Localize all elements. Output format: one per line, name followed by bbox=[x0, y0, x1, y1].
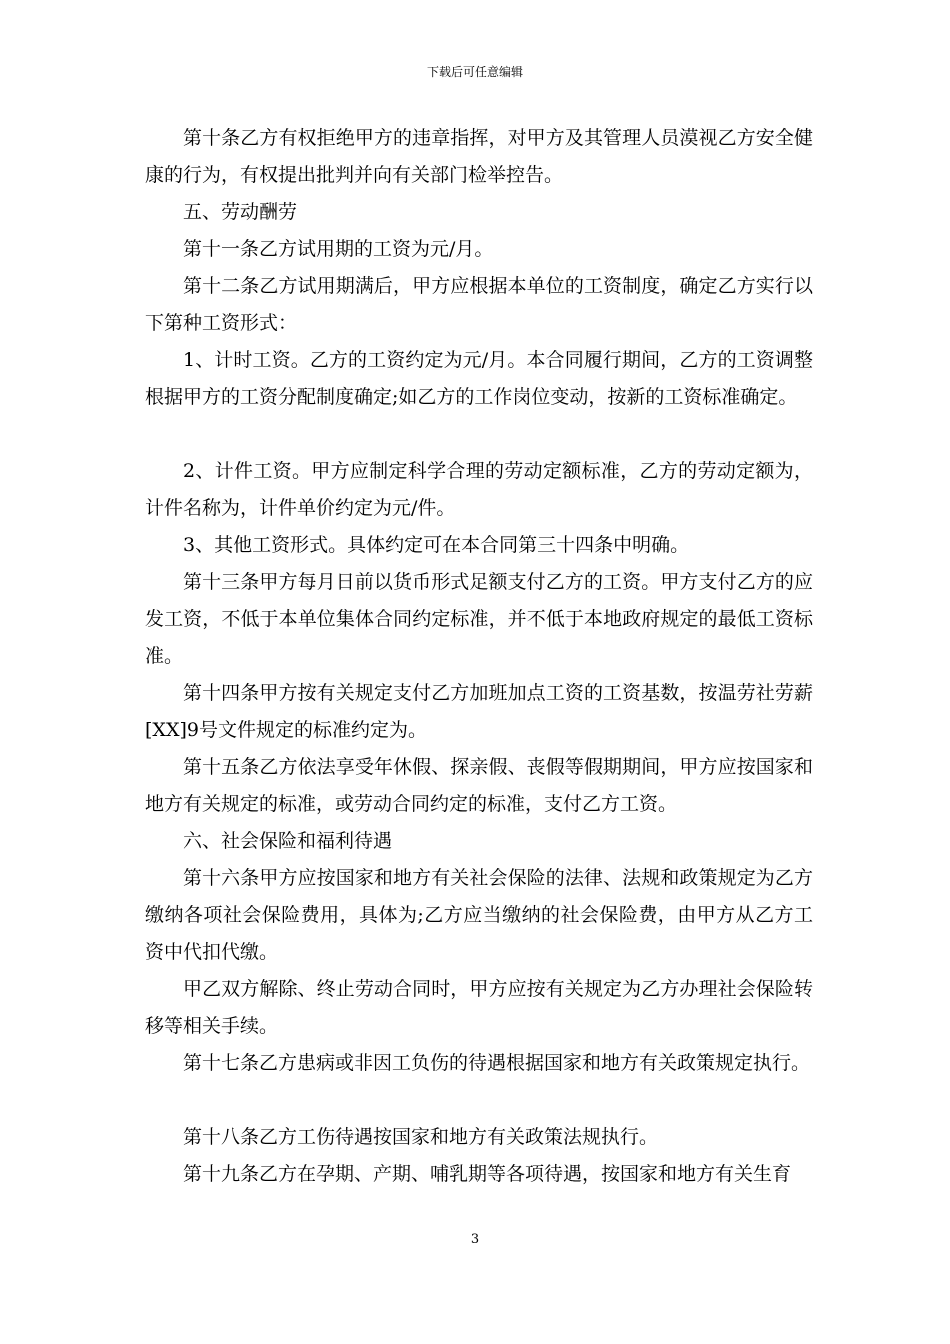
page-header: 下载后可任意编辑 bbox=[426, 65, 523, 79]
paragraph: 第十六条甲方应按国家和地方有关社会保险的法律、法规和政策规定为乙方缴纳各项社会保险费用，具体为;乙方应当缴纳的社会保险费，由甲方从乙方工资中代扣代缴。 bbox=[145, 867, 813, 963]
paragraph: 2、计件工资。甲方应制定科学合理的劳动定额标准，乙方的劳动定额为，计件名称为，计件单价约定为元/件。 bbox=[145, 460, 813, 519]
page-number: 3 bbox=[470, 1232, 480, 1247]
paragraph: 第十五条乙方依法享受年休假、探亲假、丧假等假期期间，甲方应按国家和地方有关规定的标准，或劳动合同约定的标准，支付乙方工资。 bbox=[145, 756, 813, 815]
paragraph: 1、计时工资。乙方的工资约定为元/月。本合同履行期间，乙方的工资调整根据甲方的工资分配制度确定;如乙方的工作岗位变动，按新的工资标准确定。 bbox=[145, 349, 813, 408]
paragraph: 第十七条乙方患病或非因工负伤的待遇根据国家和地方有关政策规定执行。 bbox=[183, 1052, 811, 1074]
paragraph: 3、其他工资形式。具体约定可在本合同第三十四条中明确。 bbox=[183, 534, 690, 556]
paragraph: 第十二条乙方试用期满后，甲方应根据本单位的工资制度，确定乙方实行以下第种工资形式： bbox=[145, 275, 813, 334]
paragraph: 甲乙双方解除、终止劳动合同时，甲方应按有关规定为乙方办理社会保险转移等相关手续。 bbox=[145, 978, 813, 1037]
section-heading: 五、劳动酬劳 bbox=[183, 201, 298, 223]
paragraph: 第十条乙方有权拒绝甲方的违章指挥，对甲方及其管理人员漠视乙方安全健康的行为，有权提出批判并向有关部门检举控告。 bbox=[145, 127, 813, 186]
paragraph: 第十九条乙方在孕期、产期、哺乳期等各项待遇，按国家和地方有关生育 bbox=[183, 1163, 792, 1185]
document-body bbox=[145, 120, 813, 1193]
paragraph: 第十一条乙方试用期的工资为元/月。 bbox=[183, 238, 494, 260]
paragraph: 第十八条乙方工伤待遇按国家和地方有关政策法规执行。 bbox=[183, 1126, 659, 1148]
paragraph: 第十三条甲方每月日前以货币形式足额支付乙方的工资。甲方支付乙方的应发工资，不低于本单位集体合同约定标准，并不低于本地政府规定的最低工资标准。 bbox=[145, 571, 813, 667]
section-heading: 六、社会保险和福利待遇 bbox=[183, 830, 393, 852]
paragraph: 第十四条甲方按有关规定支付乙方加班加点工资的工资基数，按温劳社劳薪[XX]9号文件规定的标准约定为。 bbox=[145, 682, 813, 741]
